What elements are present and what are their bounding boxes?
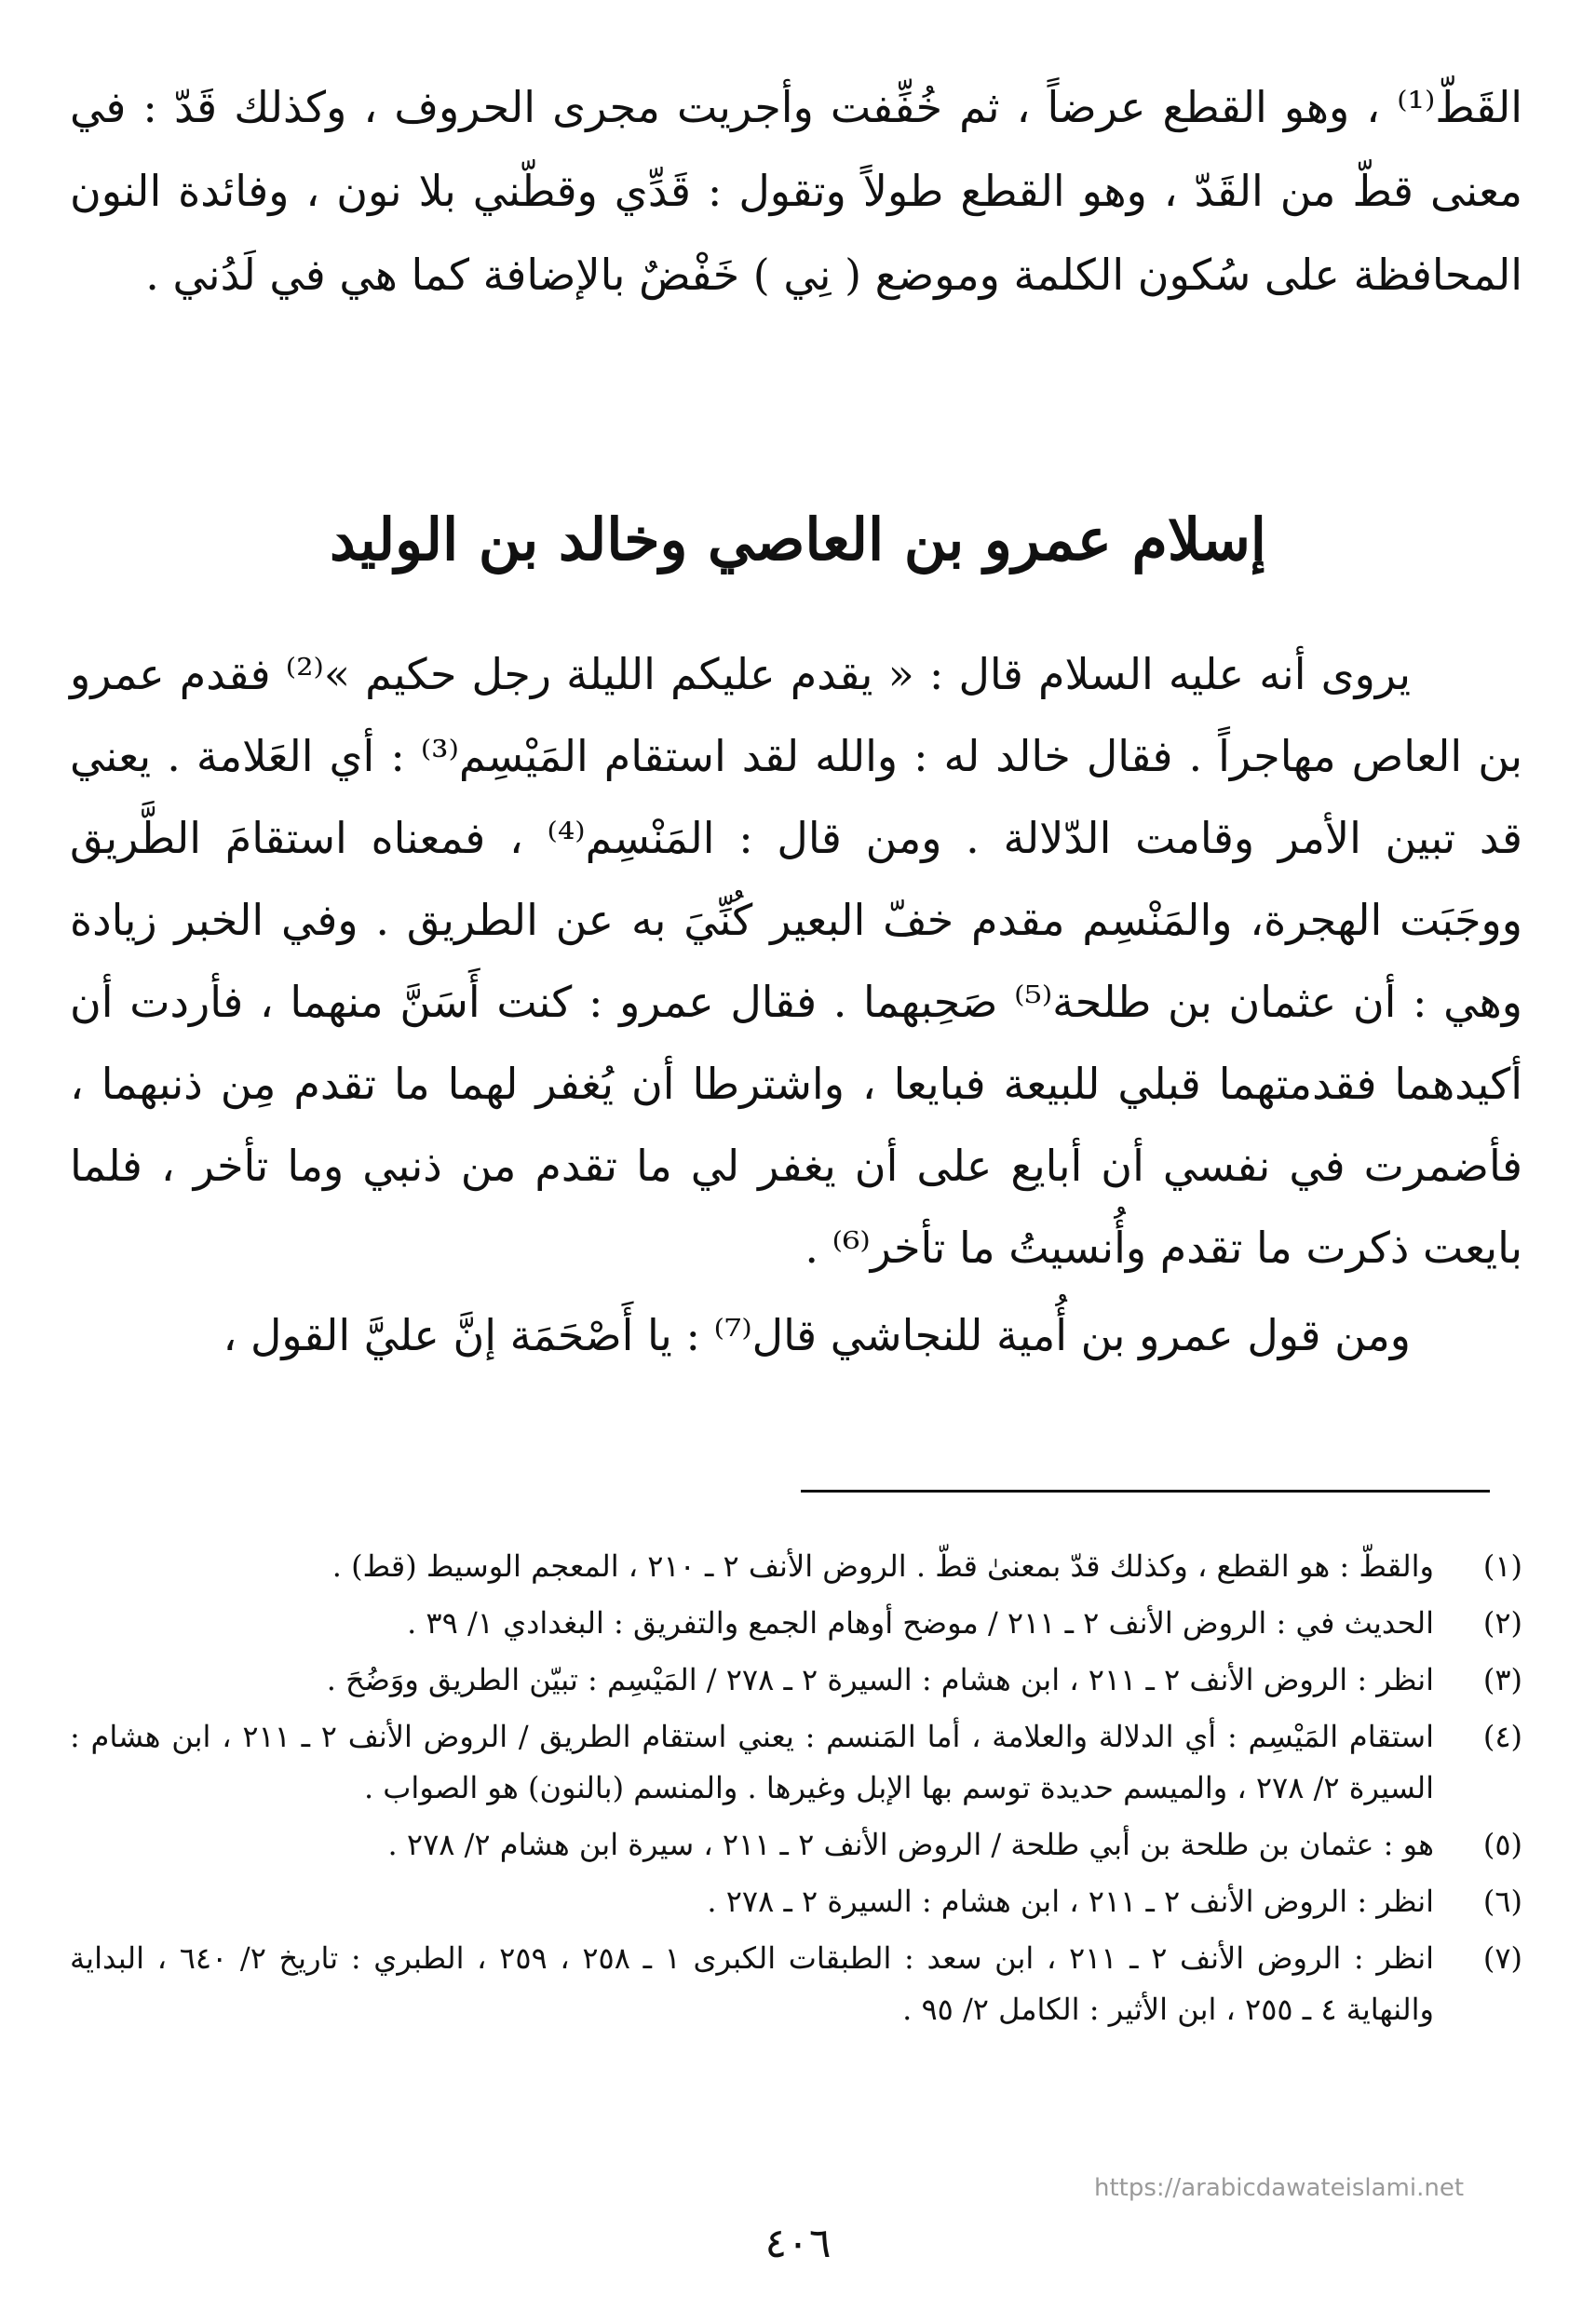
footnote-item [70, 1933, 1522, 2035]
footnote-item [70, 1711, 1522, 1814]
footnote-item [70, 1541, 1522, 1592]
footnote-item [70, 1598, 1522, 1649]
body-paragraph: يروى أنه عليه السلام قال : « يقدم عليكم الليلة رجل حكيم »⁽²⁾ فقدم عمرو بن العاص مهاجراً . فقال خالد له : والله لقد استقام المَيْسِم⁽³⁾ : أي العَلامة . يعني قد تبين الأمر وقامت الدّلالة . ومن قال : المَنْسِم⁽⁴⁾ ، فمعناه استقامَ الطَّريق ووجَبَت الهجرة، والمَنْسِم مقدم خفّ البعير كُنِّيَ به عن الطريق . وفي الخبر زيادة وهي : أن عثمان بن طلحة⁽⁵⁾ صَحِبهما . فقال عمرو : كنت أَسَنَّ منهما ، فأردت أن أكيدهما فقدمتهما قبلي للبيعة فبايعا ، واشترطا أن يُغفر لهما ما تقدم مِن ذنبهما ، فأضمرت في نفسي أن أبايع على أن يغفر لي ما تقدم من ذنبي وما تأخر ، فلما بايعت ذكرت ما تقدم وأُنسيتُ ما تأخر⁽⁶⁾ . [70, 649, 1523, 1273]
footnotes-list [70, 1541, 1522, 2041]
body-text [70, 633, 1522, 1376]
section-heading: إسلام عمرو بن العاصي وخالد بن الوليد [329, 506, 1267, 574]
body-paragraph: ومن قول عمرو بن أُمية للنجاشي قال⁽⁷⁾ : يا أَصْحَمَة إنَّ عليَّ القول ، [223, 1310, 1411, 1360]
footnote-number: (١) [1482, 1548, 1522, 1584]
footnote-text: انظر : الروض الأنف ٢ ـ ٢١١ ، ابن هشام : السيرة ٢ ـ ٢٧٨ / المَيْسِم : تبيّن الطريق ووَضُحَ . [326, 1662, 1434, 1697]
footnote-text: انظر : الروض الأنف ٢ ـ ٢١١ ، ابن هشام : السيرة ٢ ـ ٢٧٨ . [707, 1884, 1434, 1919]
footnote-number: (٤) [1482, 1719, 1522, 1754]
page-number: ٤٠٦ [764, 2220, 832, 2267]
footnote-number: (٥) [1482, 1827, 1522, 1862]
footnote-text: انظر : الروض الأنف ٢ ـ ٢١١ ، ابن سعد : الطبقات الكبرى ١ ـ ٢٥٨ ، ٢٥٩ ، الطبري : تاريخ ٢/ ٦٤٠ ، البداية والنهاية ٤ ـ ٢٥٥ ، ابن الأثير : الكامل ٢/ ٩٥ . [70, 1940, 1435, 2027]
footnote-number: (٦) [1482, 1884, 1522, 1919]
footnote-text: الحديث في : الروض الأنف ٢ ـ ٢١١ / موضح أوهام الجمع والتفريق : البغدادي ١/ ٣٩ . [407, 1605, 1434, 1641]
top-paragraph: القَطّ⁽¹⁾ ، وهو القطع عرضاً ، ثم خُفِّفت وأجريت مجرى الحروف ، وكذلك قَدّ : في معنى قطّ من القَدّ ، وهو القطع طولاً وتقول : قَدِّي وقطّني بلا نون ، وفائدة النون المحافظة على سُكون الكلمة وموضع ( نِي ) خَفْضٌ بالإضافة كما هي في لَدُني . [70, 82, 1522, 300]
footnote-separator [801, 1490, 1490, 1493]
footnote-number: (٣) [1482, 1662, 1522, 1697]
footnote-number: (٢) [1482, 1605, 1522, 1641]
footnote-number: (٧) [1482, 1940, 1522, 1976]
footnote-text: استقام المَيْسِم : أي الدلالة والعلامة ، أما المَنسم : يعني استقام الطريق / الروض الأنف ٢ ـ ٢١١ ، ابن هشام : السيرة ٢/ ٢٧٨ ، والميسم حديدة توسم بها الإبل وغيرها . والمنسم (بالنون) هو الصواب . [70, 1719, 1435, 1805]
footnote-text: هو : عثمان بن طلحة بن أبي طلحة / الروض الأنف ٢ ـ ٢١١ ، سيرة ابن هشام ٢/ ٢٧٨ . [387, 1827, 1434, 1862]
footnote-text: والقطّ : هو القطع ، وكذلك قدّ بمعنىٰ قطّ . الروض الأنف ٢ ـ ٢١٠ ، المعجم الوسيط (قط) . [331, 1548, 1434, 1584]
watermark-url: https://arabicdawateislami.net [1094, 2174, 1465, 2202]
footnote-item [70, 1819, 1522, 1871]
footnote-item [70, 1655, 1522, 1706]
footnote-item [70, 1876, 1522, 1927]
